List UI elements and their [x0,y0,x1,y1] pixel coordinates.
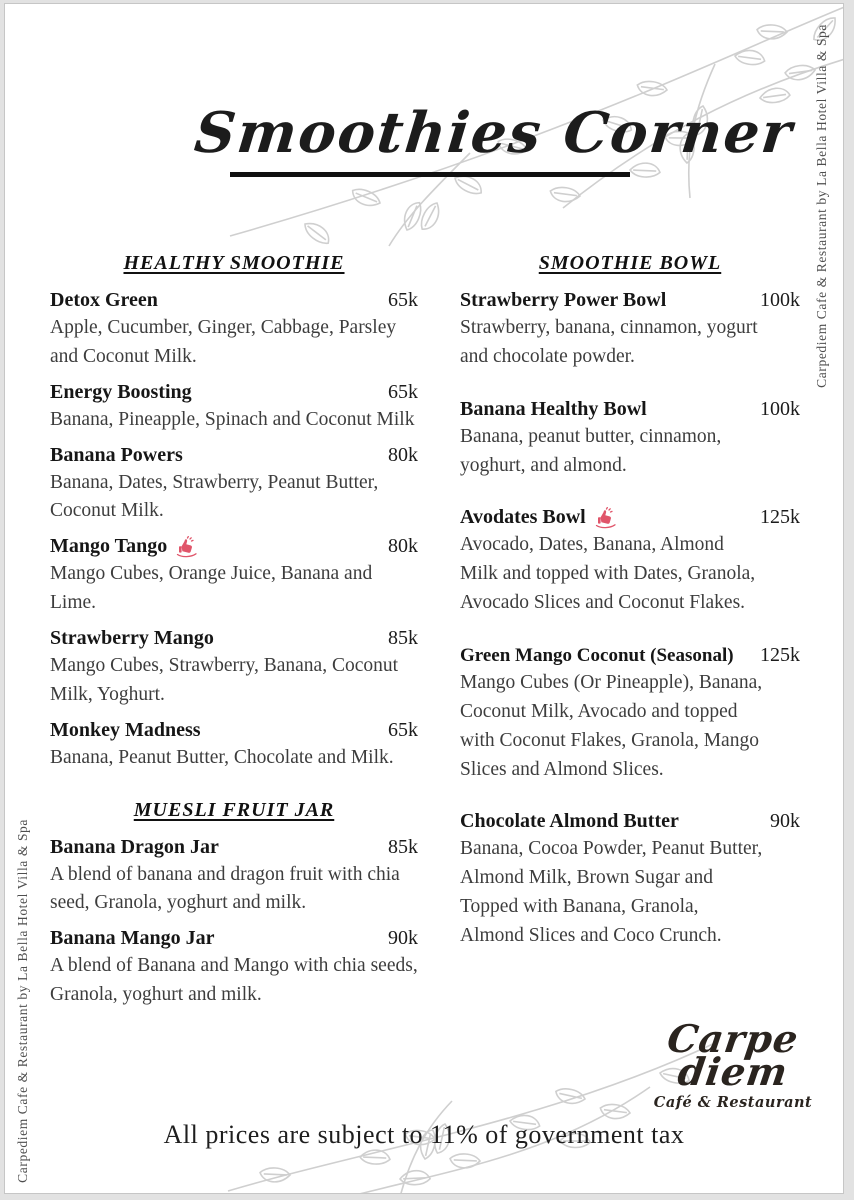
item-price: 90k [388,927,418,950]
item-name-text: Avodates Bowl [460,506,586,529]
section-title: MUESLI FRUIT JAR [133,798,335,821]
item-price: 90k [770,810,800,833]
item-description: Mango Cubes, Orange Juice, Banana and Lime. [50,563,373,614]
item-description: Banana, Peanut Butter, Chocolate and Milk. [50,746,394,768]
item-name: Chocolate Almond Butter [460,810,679,833]
item-name: Green Mango Coconut (Seasonal) [460,645,734,667]
menu-title-block [191,100,797,177]
item-price: 100k [760,289,800,311]
menu-item [50,627,418,710]
menu-item [50,836,418,919]
item-name: Energy Boosting [50,380,192,403]
menu-item [50,381,418,435]
section-smoothie-bowl [460,252,800,951]
item-description: A blend of banana and dragon fruit with chia seed, Granola, yoghurt and milk. [50,863,400,914]
item-price: 65k [388,380,418,403]
item-name: Banana Powers [50,443,183,466]
item-description: Apple, Cucumber, Ginger, Cabbage, Parsley and Coconut Milk. [50,317,397,367]
item-name: Monkey Madness [50,718,201,741]
item-description: Mango Cubes (Or Pineapple), Banana, Coconut Milk, Avocado and topped with Coconut Flakes, Granola, Mango Slices and Almond Slices. [460,672,763,780]
thumbs-up-icon [175,536,199,558]
item-name: Strawberry Power Bowl [460,289,667,311]
thumbs-up-icon [594,507,618,529]
item-price: 80k [388,535,418,558]
menu-item [460,398,800,481]
left-column [50,252,418,1020]
title-underline [230,172,630,177]
item-description: Banana, Pineapple, Spinach and Coconut Milk [50,408,415,430]
item-name: Banana Dragon Jar [50,835,219,858]
item-description: Avocado, Dates, Banana, Almond Milk and topped with Dates, Granola, Avocado Slices and Coconut Flakes. [460,534,756,614]
item-description: A blend of Banana and Mango with chia seeds, Granola, yoghurt and milk. [50,955,418,1006]
item-price: 125k [760,506,800,529]
right-column [460,252,800,977]
section-title: SMOOTHIE BOWL [538,252,722,274]
menu-item [50,927,418,1010]
item-name: Detox Green [50,289,158,311]
logo-subtitle: Café & Restaurant [653,1093,813,1111]
item-price: 100k [760,397,800,420]
item-name: Banana Healthy Bowl [460,397,647,420]
menu-item [460,506,800,618]
menu-item [460,644,800,784]
logo-text-diem: diem [675,1048,791,1094]
item-price: 85k [388,835,418,858]
item-price: 65k [388,289,418,311]
item-name: Strawberry Mango [50,627,214,650]
logo-text-carpe: Carpe [664,1016,802,1061]
menu-page [5,4,843,1193]
side-credit-right: Carpediem Cafe & Restaurant by La Bella Hotel Villa & Spa [814,24,829,388]
menu-item [50,444,418,527]
menu-item [50,719,418,773]
page-title: Smoothies Corner [191,100,797,166]
leaf-branch-bottom-decoration [220,1029,720,1193]
item-price: 85k [388,627,418,650]
side-credit-left: Carpediem Cafe & Restaurant by La Bella Hotel Villa & Spa [15,819,30,1183]
item-description: Banana, Cocoa Powder, Peanut Butter, Almond Milk, Brown Sugar and Topped with Banana, Granola, Almond Slices and Coco Crunch. [460,838,763,947]
item-name-text: Mango Tango [50,535,168,558]
item-name [460,506,618,529]
item-name [50,535,199,558]
item-description: Mango Cubes, Strawberry, Banana, Coconut Milk, Yoghurt. [50,655,399,705]
section-muesli-fruit-jar [50,799,418,1010]
item-price: 65k [388,718,418,741]
item-description: Banana, peanut butter, cinnamon, yoghurt, and almond. [460,425,722,476]
menu-item [460,289,800,372]
item-description: Banana, Dates, Strawberry, Peanut Butter, Coconut Milk. [50,471,379,522]
tax-note: All prices are subject to 11% of government tax [163,1120,685,1149]
menu-item [50,289,418,372]
item-price: 125k [760,644,800,667]
section-title: HEALTHY SMOOTHIE [123,252,345,274]
carpediem-logo [653,1016,813,1111]
menu-item [460,810,800,950]
section-healthy-smoothie [50,252,418,773]
item-price: 80k [388,443,418,466]
item-description: Strawberry, banana, cinnamon, yogurt and chocolate powder. [460,317,758,367]
menu-item [50,535,418,618]
item-name: Banana Mango Jar [50,927,215,950]
